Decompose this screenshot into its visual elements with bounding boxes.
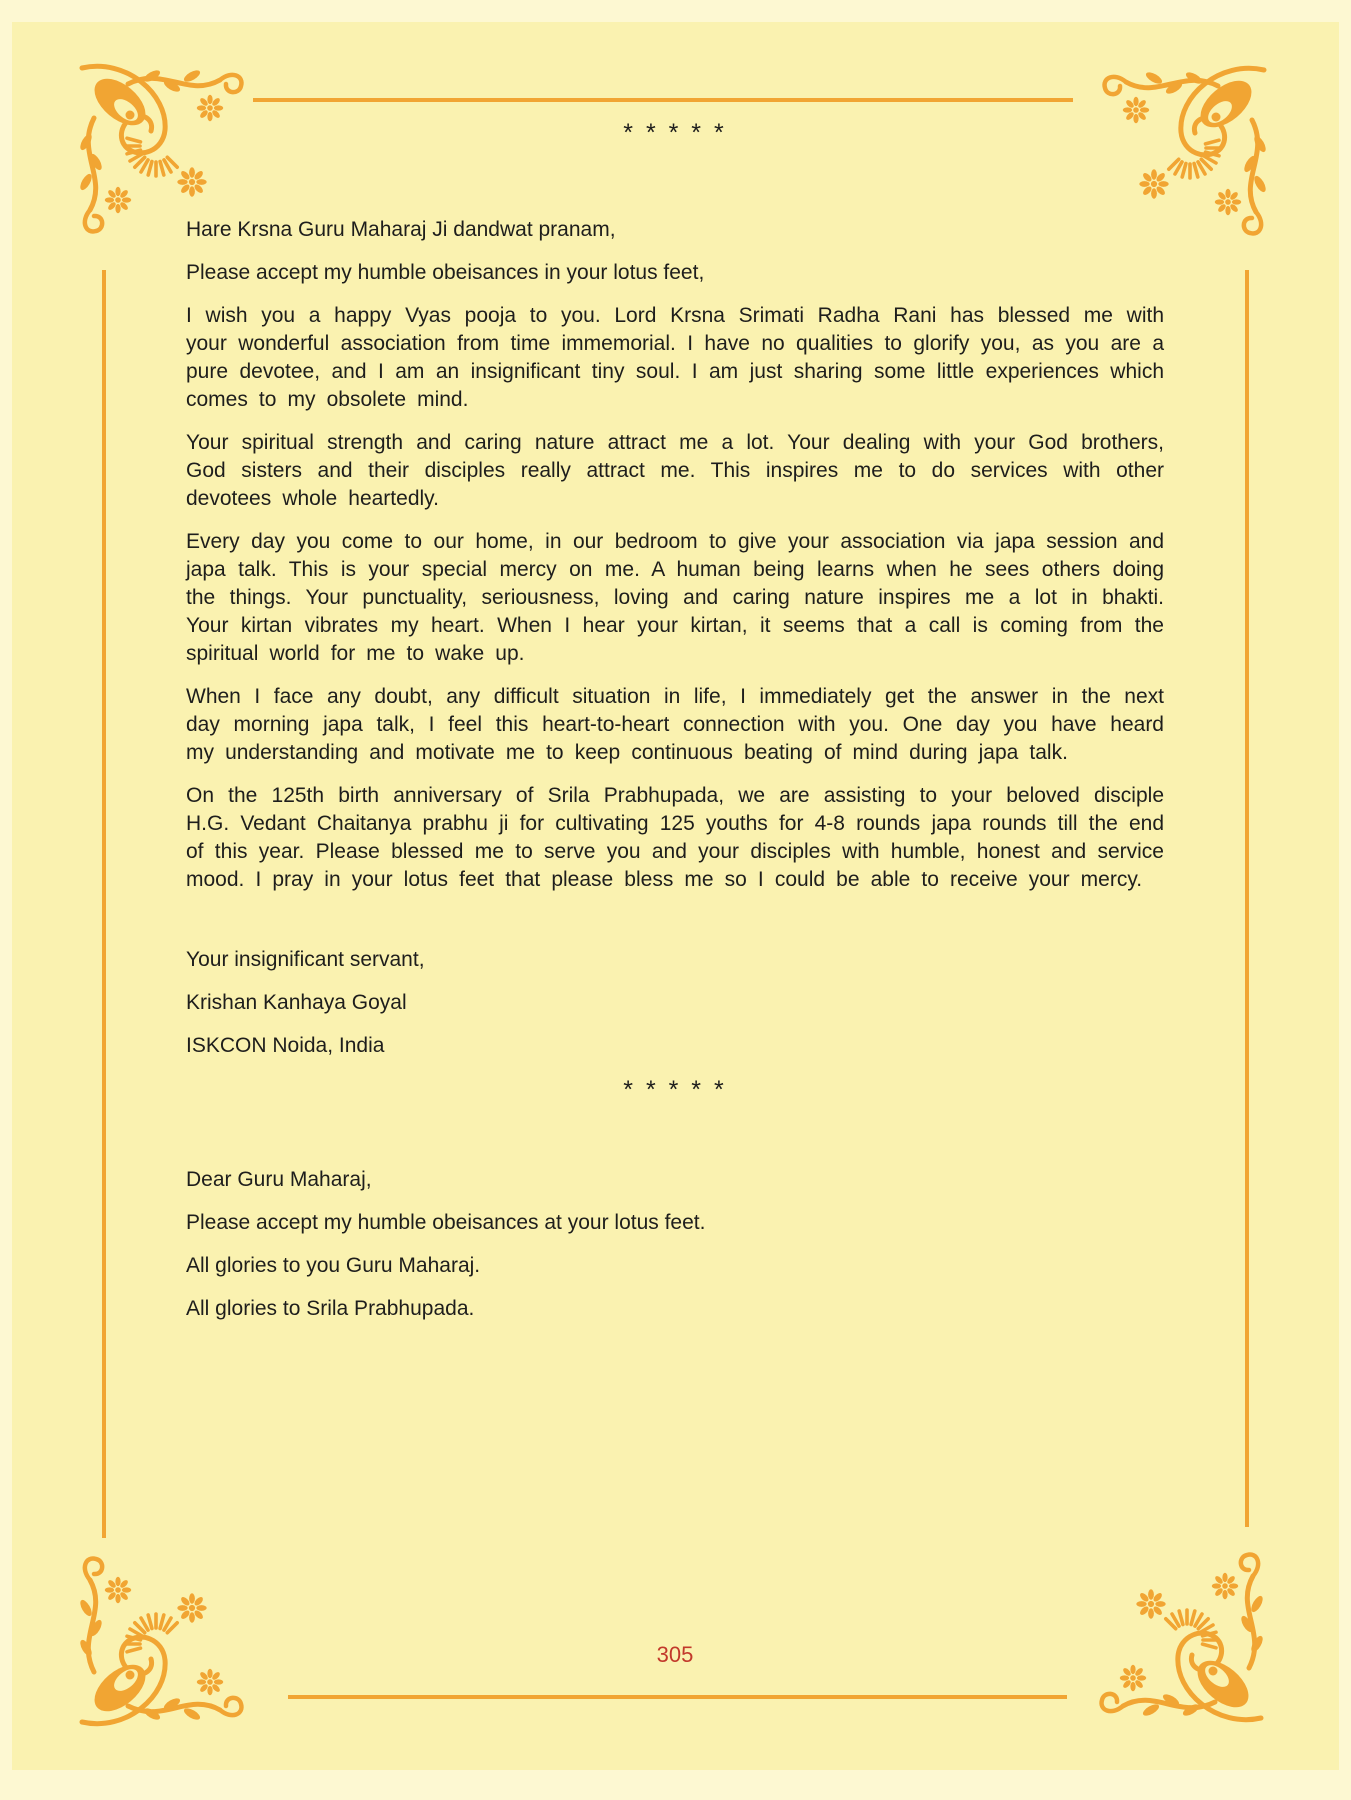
border-line-right [1245, 270, 1249, 1527]
letter1-paragraph: Every day you come to our home, in our bedroom to give your association via japa session and japa talk. This is your special mercy on me. A human being learns when he sees others doing the things. Your punctuality, seriousness, loving and caring nature inspires me a lot in bhakti. Your kirtan vibrates my heart. When I hear your kirtan, it seems that a call is coming from the spiritual world for me to wake up. [186, 530, 1164, 665]
corner-flourish-icon [68, 1532, 268, 1732]
letter2-glories-guru: All glories to you Guru Maharaj. [186, 1254, 481, 1277]
letter1-paragraph: When I face any doubt, any difficult situation in life, I immediately get the answer in the next day morning japa talk, I feel this heart-to-heart connection with you. One day you have heard my understanding and motivate me to keep continuous beating of mind during japa talk. [186, 685, 1164, 764]
border-line-top [253, 98, 1073, 102]
letter2-salutation: Dear Guru Maharaj, [186, 1168, 372, 1191]
closing-line: Your insignificant servant, [186, 948, 425, 971]
page-number: 305 [656, 1642, 694, 1667]
border-line-bottom [288, 1695, 1067, 1699]
letter2-obeisance: Please accept my humble obeisances at your lotus feet. [186, 1211, 706, 1234]
letter2-body [186, 1166, 1164, 1323]
letter1-closing [186, 946, 1164, 1060]
border-line-left [102, 270, 106, 1538]
letter2-glories-prabhupada: All glories to Srila Prabhupada. [186, 1297, 475, 1320]
letter1-paragraph: I wish you a happy Vyas pooja to you. Lord Krsna Srimati Radha Rani has blessed me with your wonderful association from time immemorial. I have no qualities to glorify you, as you are a pure devotee, and I am an insignificant tiny soul. I am just sharing some little experiences which comes to my obsolete mind. [186, 304, 1164, 411]
corner-flourish-icon [1075, 1528, 1275, 1728]
section-separator: * * * * * [623, 119, 727, 147]
letter1-salutation: Hare Krsna Guru Maharaj Ji dandwat pranam, [186, 218, 616, 241]
letter1-paragraph: On the 125th birth anniversary of Srila Prabhupada, we are assisting to your beloved disciple H.G. Vedant Chaitanya prabhu ji for cultivating 125 youths for 4-8 rounds japa rounds till the end of this year. Please blessed me to serve you and your disciples with humble, honest and service mood. I pray in your lotus feet that please bless me so I could be able to receive your mercy. [186, 784, 1164, 891]
section-separator: * * * * * [623, 1076, 727, 1104]
letter-body [186, 118, 1164, 1338]
letter1-obeisance: Please accept my humble obeisances in your lotus feet, [186, 261, 705, 284]
letter1-paragraph: Your spiritual strength and caring nature attract me a lot. Your dealing with your God brothers, God sisters and their disciples really attract me. This inspires me to do services with other devotees whole heartedly. [186, 431, 1164, 510]
closing-location: ISKCON Noida, India [186, 1034, 385, 1057]
closing-signature-name: Krishan Kanhaya Goyal [186, 991, 407, 1014]
